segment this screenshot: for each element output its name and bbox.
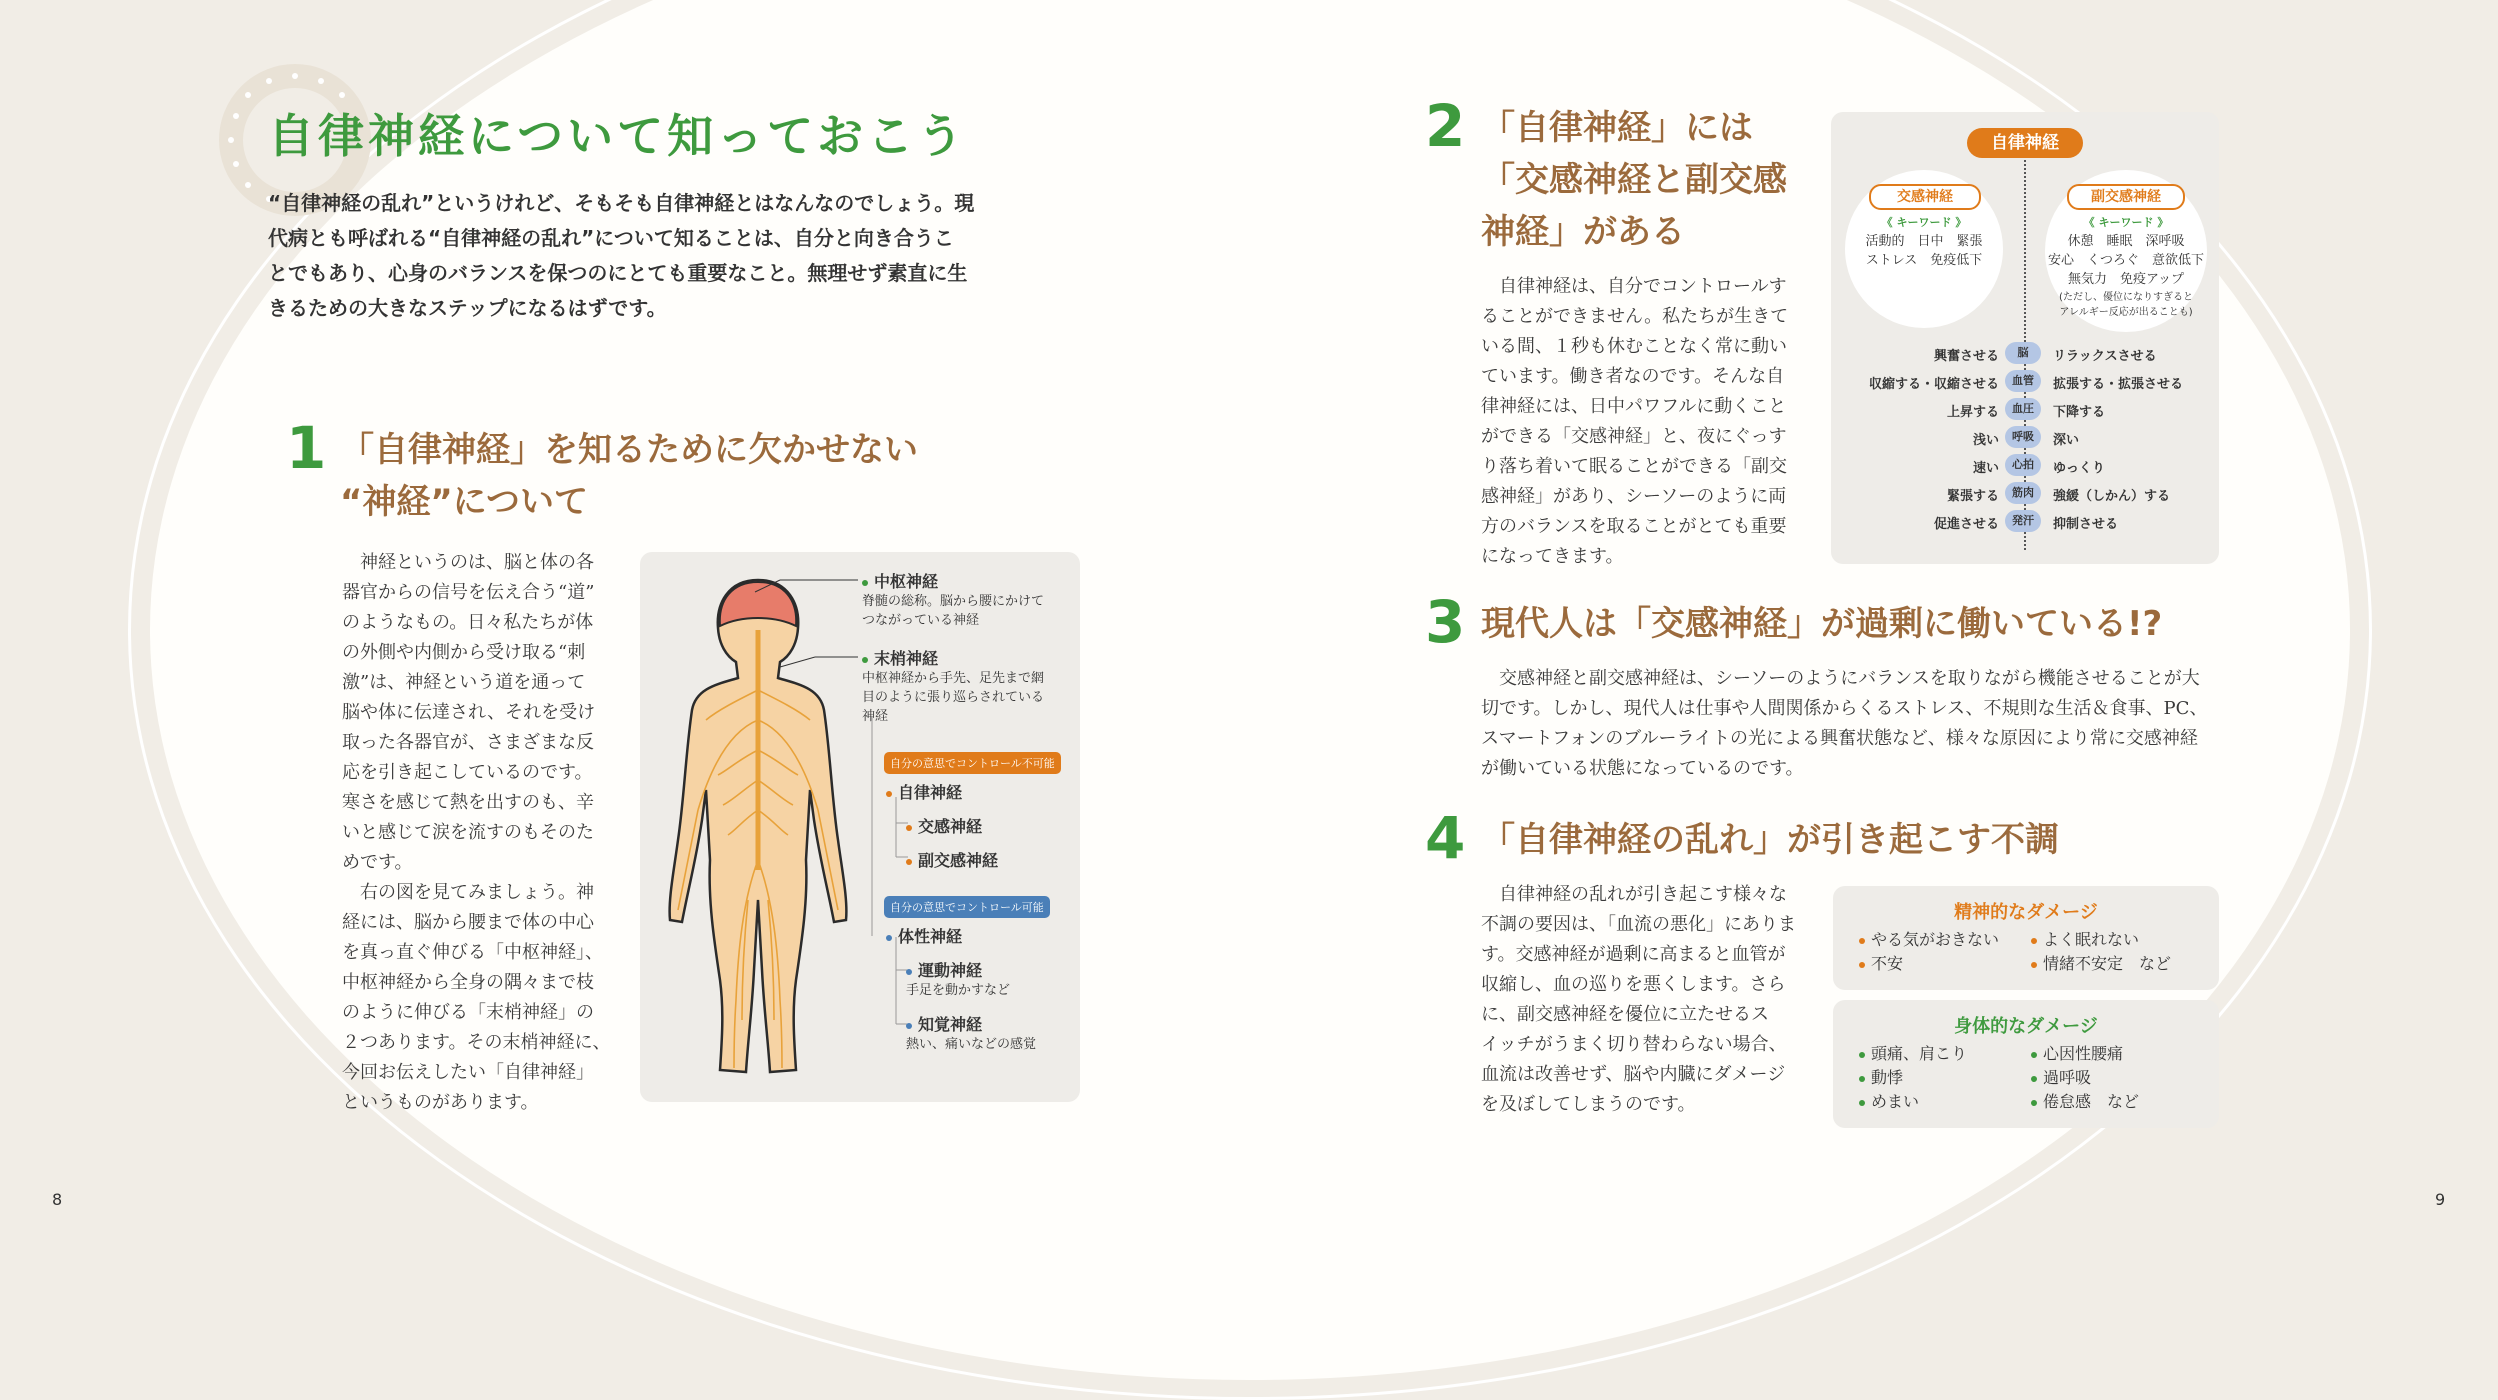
note-line: (ただし、優位になりすぎると — [2059, 292, 2193, 303]
body-line: めです。 — [342, 852, 413, 873]
note-line: アレルギー反応が出ることも) — [2059, 307, 2193, 318]
parasympathetic-effect: 強緩（しかん）する — [2053, 489, 2171, 504]
damage-item: 動悸 — [1859, 1066, 1967, 1090]
central-nerve-desc: つながっている神経 — [862, 613, 980, 628]
body-line: ています。働き者なのです。そんな自 — [1481, 366, 1785, 387]
keyword-label: 《 キーワード 》 — [1881, 216, 1967, 229]
keyword-label: 《 キーワード 》 — [2083, 216, 2169, 229]
body-line: 器官からの信号を伝え合う“道” — [342, 582, 595, 603]
body-line: が働いている状態になっているのです。 — [1481, 758, 1804, 779]
section-body — [342, 548, 611, 1118]
motor-nerve-label: 運動神経 手足を動かすなど — [906, 961, 1011, 998]
parasympathetic-effect: 深い — [2053, 433, 2080, 448]
left-page — [0, 0, 1249, 1252]
damage-item: 心因性腰痛 — [2031, 1042, 2139, 1066]
keyword-line: 安心 くつろぐ 意欲低下 — [2047, 253, 2204, 268]
involuntary-tag: 自分の意思でコントロール不可能 — [884, 752, 1061, 774]
body-line: 激”は、神経という道を通って — [342, 672, 586, 693]
mental-damage-box — [1833, 886, 2219, 990]
organ-badge: 心拍 — [2005, 454, 2041, 476]
body-line: す。交感神経が過剰に高まると血管が — [1481, 944, 1786, 965]
comparison-row — [1859, 510, 2229, 534]
comparison-row — [1859, 398, 2229, 422]
sympathetic-nerve-label: 交感神経 — [906, 814, 982, 837]
body-line: ができる「交感神経」と、夜にぐっす — [1481, 426, 1787, 447]
parasympathetic-effect: 拡張する・拡張させる — [2053, 377, 2184, 392]
intro-line: とでもあり、心身のバランスを保つのにとても重要なこと。無理せず素直に生 — [268, 261, 968, 285]
body-line: イッチがうまく切り替わらない場合、 — [1481, 1034, 1787, 1055]
body-line: 応を引き起こしているのです。 — [342, 762, 593, 783]
central-nerve-label: 中枢神経 脊髄の総称。脳から腰にかけて つながっている神経 — [862, 572, 1045, 628]
organ-badge: 筋肉 — [2005, 482, 2041, 504]
section-heading: 現代人は「交感神経」が過剰に働いている!? — [1481, 604, 2163, 644]
voluntary-tag: 自分の意思でコントロール可能 — [884, 896, 1050, 918]
body-line: 寒さを感じて熱を出すのも、辛 — [342, 792, 594, 813]
body-line: いと感じて涙を流すのもそのた — [342, 822, 594, 843]
peripheral-nerve-label: 末梢神経 中枢神経から手先、足先まで網 目のように張り巡らされている 神経 — [862, 649, 1045, 724]
damage-item: 情緒不安定 など — [2031, 952, 2171, 976]
intro-line: “自律神経の乱れ”というけれど、そもそも自律神経とはなんなのでしょう。現 — [268, 191, 975, 215]
body-line: 不調の要因は、「血流の悪化」にありま — [1481, 914, 1796, 935]
parasympathetic-circle — [2045, 170, 2207, 332]
motor-nerve-desc: 手足を動かすなど — [906, 983, 1011, 998]
damage-item: よく眠れない — [2031, 928, 2171, 952]
section-number: 4 — [1425, 804, 1466, 872]
body-line: のようなもの。日々私たちが体 — [342, 612, 594, 633]
body-line: いる間、１秒も休むことなく常に動い — [1481, 336, 1787, 357]
section-number: 2 — [1425, 92, 1466, 160]
body-line: 神経というのは、脳と体の各 — [342, 552, 594, 573]
body-line: 自律神経は、自分でコントロールす — [1481, 276, 1787, 297]
heading-line: 神経」がある — [1481, 212, 1685, 252]
physical-damage-title: 身体的なダメージ — [1954, 1016, 2098, 1037]
body-line: り落ち着いて眠ることができる「副交 — [1481, 456, 1787, 477]
heading-line: “神経”について — [340, 482, 589, 522]
heading-line: 「自律神経」を知るために欠かせない — [340, 430, 918, 470]
damage-item: めまい — [1859, 1090, 1967, 1114]
page-number: 9 — [2435, 1190, 2446, 1209]
section-body — [1481, 664, 2207, 784]
body-line: のように伸びる「末梢神経」の — [342, 1002, 594, 1023]
body-line: 今回お伝えしたい「自律神経」 — [342, 1062, 594, 1083]
sympathetic-title: 交感神経 — [1869, 184, 1981, 210]
nervous-system-diagram — [640, 552, 1080, 1102]
heading-line: 「交感神経と副交感 — [1481, 160, 1787, 200]
body-line: ることができません。私たちが生きて — [1481, 306, 1789, 327]
sympathetic-effect: 上昇する — [1946, 405, 1999, 420]
body-line: を及ぼしてしまうのです。 — [1481, 1094, 1696, 1115]
sympathetic-effect: 収縮する・収縮させる — [1868, 377, 1999, 392]
section-heading: 「自律神経の乱れ」が引き起こす不調 — [1481, 820, 2059, 860]
section-body — [1481, 880, 1796, 1120]
parasympathetic-effect: 下降する — [2053, 405, 2106, 420]
damage-item: やる気がおきない — [1859, 928, 1999, 952]
section-heading — [340, 424, 918, 528]
mental-damage-title: 精神的なダメージ — [1954, 902, 2098, 923]
comparison-title: 自律神経 — [1967, 128, 2083, 158]
body-line: 右の図を見てみましょう。神 — [342, 882, 594, 903]
section-heading — [1481, 102, 1787, 258]
sensory-nerve-desc: 熱い、痛いなどの感覚 — [906, 1037, 1037, 1052]
body-line: スマートフォンのブルーライトの光による興奮状態など、様々な原因により常に交感神経 — [1481, 728, 2198, 749]
section-number: 1 — [286, 414, 327, 482]
comparison-row — [1859, 482, 2229, 506]
parasympathetic-effect: ゆっくり — [2053, 461, 2105, 476]
damage-item: 過呼吸 — [2031, 1066, 2139, 1090]
sympathetic-effect: 促進させる — [1933, 517, 1999, 532]
body-line: 中枢神経から全身の隅々まで枝 — [342, 972, 594, 993]
organ-badge: 発汗 — [2005, 510, 2041, 532]
body-line: 感神経」があり、シーソーのように両 — [1481, 486, 1787, 507]
autonomic-nerve-label: 自律神経 — [886, 780, 962, 803]
keyword-line: 無気力 免疫アップ — [2067, 272, 2185, 287]
peripheral-nerve-desc: 中枢神経から手先、足先まで網 — [862, 671, 1045, 686]
sympathetic-keywords — [1845, 232, 2003, 270]
body-line: 経には、脳から腰まで体の中心 — [342, 912, 594, 933]
intro-paragraph — [268, 186, 974, 326]
parasympathetic-effect: リラックスさせる — [2053, 349, 2157, 364]
comparison-row — [1859, 370, 2229, 394]
body-line: に、副交感神経を優位に立たせるス — [1481, 1004, 1769, 1025]
section-body — [1481, 272, 1788, 572]
body-line: というものがあります。 — [342, 1092, 539, 1113]
central-nerve-desc: 脊髄の総称。脳から腰にかけて — [862, 594, 1045, 609]
sensory-nerve-label: 知覚神経 熱い、痛いなどの感覚 — [906, 1015, 1037, 1052]
body-line: 自律神経の乱れが引き起こす様々な — [1481, 884, 1787, 905]
intro-line: 代病とも呼ばれる“自律神経の乱れ”について知ることは、自分と向き合うこ — [268, 226, 954, 250]
body-line: 取った各器官が、さまざまな反 — [342, 732, 594, 753]
parasympathetic-keywords — [2039, 232, 2213, 289]
damage-item: 不安 — [1859, 952, 1999, 976]
parasympathetic-nerve-label: 副交感神経 — [906, 848, 998, 871]
section-number: 3 — [1425, 588, 1466, 656]
comparison-row — [1859, 454, 2229, 478]
physical-damage-box — [1833, 1000, 2219, 1128]
physical-damage-list-left — [1859, 1042, 1967, 1114]
organ-badge: 血管 — [2005, 370, 2041, 392]
damage-item: 倦怠感 など — [2031, 1090, 2139, 1114]
somatic-nerve-label: 体性神経 — [886, 924, 962, 947]
comparison-rows — [1859, 342, 2229, 562]
keyword-line: 休憩 睡眠 深呼吸 — [2067, 234, 2185, 249]
heading-line: 「自律神経」には — [1481, 108, 1753, 148]
comparison-row — [1859, 426, 2229, 450]
parasympathetic-effect: 抑制させる — [2053, 517, 2119, 532]
physical-damage-list-right — [2031, 1042, 2139, 1114]
body-line: の外側や内側から受け取る“刺 — [342, 642, 586, 663]
autonomic-comparison-panel — [1831, 112, 2219, 564]
mental-damage-list-left — [1859, 928, 1999, 976]
organ-badge: 脳 — [2005, 342, 2041, 364]
peripheral-nerve-desc: 神経 — [862, 709, 889, 724]
parasympathetic-note — [2039, 290, 2213, 320]
body-line: 交感神経と副交感神経は、シーソーのようにバランスを取りながら機能させることが大 — [1481, 668, 2200, 689]
damage-item: 頭痛、肩こり — [1859, 1042, 1967, 1066]
body-line: 律神経には、日中パワフルに動くこと — [1481, 396, 1787, 417]
body-line: 収縮し、血の巡りを悪くします。さら — [1481, 974, 1786, 995]
sympathetic-effect: 興奮させる — [1933, 349, 1999, 364]
sympathetic-effect: 速い — [1972, 461, 1999, 476]
body-line: 切です。しかし、現代人は仕事や人間関係からくるストレス、不規則な生活＆食事、PC、 — [1481, 698, 2208, 719]
keyword-line: 活動的 日中 緊張 — [1865, 234, 1983, 249]
peripheral-nerve-desc: 目のように張り巡らされている — [862, 690, 1045, 705]
page-number: 8 — [52, 1190, 63, 1209]
right-page — [1249, 0, 2498, 1252]
sympathetic-circle — [1845, 170, 2003, 328]
parasympathetic-title: 副交感神経 — [2067, 184, 2185, 210]
comparison-row — [1859, 342, 2229, 366]
body-line: を真っ直ぐ伸びる「中枢神経」、 — [342, 942, 603, 963]
sympathetic-effect: 緊張する — [1946, 489, 1999, 504]
body-line: 脳や体に伝達され、それを受け — [342, 702, 596, 723]
intro-line: きるための大きなステップになるはずです。 — [268, 296, 667, 320]
organ-badge: 呼吸 — [2005, 426, 2041, 448]
keyword-line: ストレス 免疫低下 — [1865, 253, 1983, 268]
body-line: になってきます。 — [1481, 546, 1624, 567]
sympathetic-effect: 浅い — [1972, 433, 1999, 448]
organ-badge: 血圧 — [2005, 398, 2041, 420]
page-title: 自律神経について知っておこう — [268, 109, 968, 163]
body-line: 方のバランスを取ることがとても重要 — [1481, 516, 1787, 537]
mental-damage-list-right — [2031, 928, 2171, 976]
body-line: ２つあります。その末梢神経に、 — [342, 1032, 611, 1053]
body-line: 血流は改善せず、脳や内臓にダメージ — [1481, 1064, 1786, 1085]
